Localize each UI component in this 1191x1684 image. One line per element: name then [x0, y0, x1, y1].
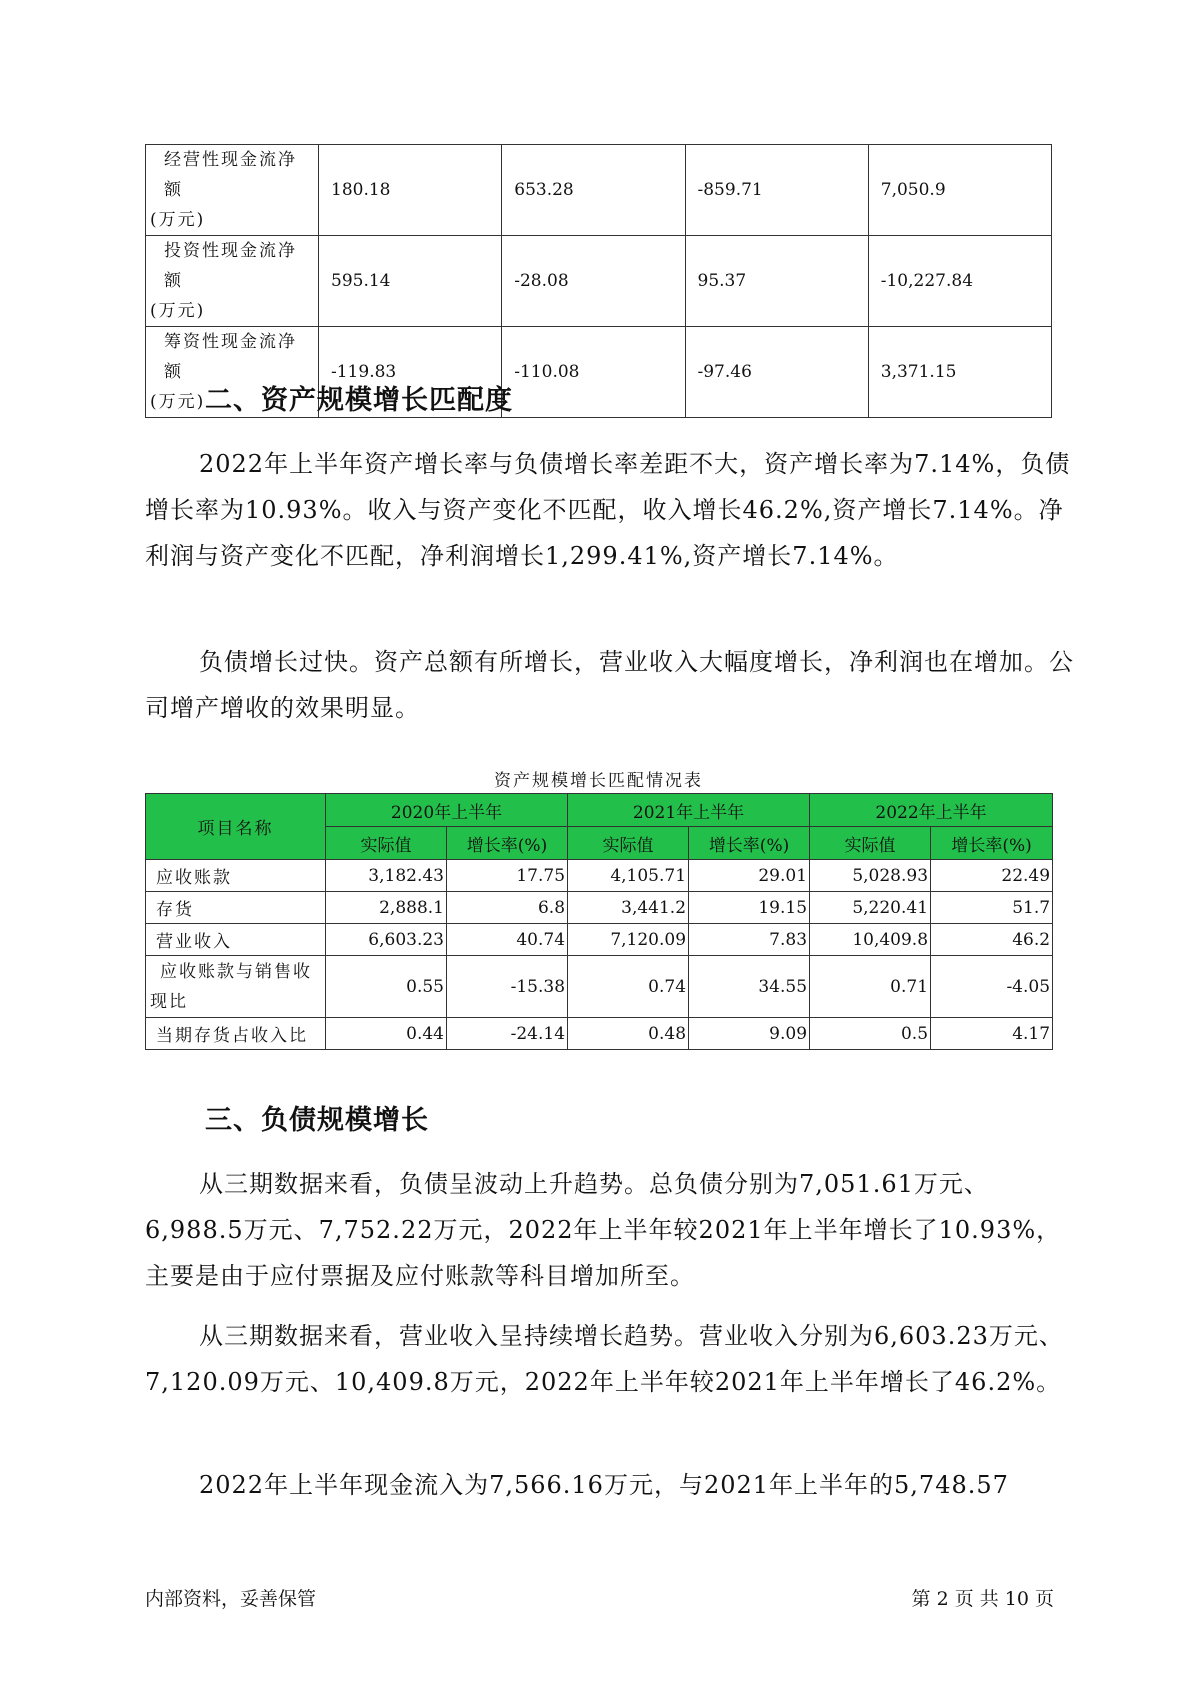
table-row: [146, 236, 1052, 327]
header-growth: 增长率(%): [689, 827, 810, 860]
table-row: [146, 892, 1053, 924]
cell: -4.05: [931, 956, 1053, 1018]
row-name-line1: 应收账款与销售收: [160, 961, 312, 982]
row-label-line2: (万元): [150, 392, 206, 412]
cell: 6.8: [447, 892, 568, 924]
paragraph-text: 从三期数据来看，营业收入呈持续增长趋势。营业收入分别为6,603.23万元、7,120.09万元、10,409.8万元，2022年上半年较2021年上半年增长了46.2%。: [145, 1322, 1064, 1396]
cell: 7,120.09: [568, 924, 689, 956]
cashflow-table: [145, 144, 1052, 418]
cell: -28.08: [502, 236, 685, 327]
cell: 19.15: [689, 892, 810, 924]
cell: -15.38: [447, 956, 568, 1018]
section-heading: 三、负债规模增长: [205, 1105, 429, 1136]
cell: -97.46: [685, 327, 868, 418]
cell: 40.74: [447, 924, 568, 956]
cell: -24.14: [447, 1018, 568, 1050]
cell: 4,105.71: [568, 860, 689, 892]
paragraph: [145, 441, 1075, 579]
cell: 0.44: [326, 1018, 447, 1050]
paragraph: [145, 639, 1075, 731]
paragraph: [145, 1313, 1075, 1405]
cell: 5,028.93: [810, 860, 931, 892]
table-row: [146, 956, 1053, 1018]
paragraph-text: 从三期数据来看，负债呈波动上升趋势。总负债分别为7,051.61万元、6,988.5万元、7,752.22万元，2022年上半年较2021年上半年增长了10.93%，主要是由于应付票据及应付账款等科目增加所至。: [145, 1170, 1062, 1290]
cell: 51.7: [931, 892, 1053, 924]
cell: 9.09: [689, 1018, 810, 1050]
row-label-line2: (万元): [150, 301, 206, 321]
header-actual: 实际值: [568, 827, 689, 860]
row-label-line1: 投资性现金流净额: [164, 241, 297, 291]
cell: -859.71: [685, 145, 868, 236]
cell: 4.17: [931, 1018, 1053, 1050]
cell: 7,050.9: [868, 145, 1051, 236]
table-row: [146, 145, 1052, 236]
cell: 22.49: [931, 860, 1053, 892]
cell: -119.83: [319, 327, 502, 418]
cell: 3,441.2: [568, 892, 689, 924]
cell: 34.55: [689, 956, 810, 1018]
table-row: [146, 924, 1053, 956]
cell: 595.14: [319, 236, 502, 327]
row-name: 营业收入: [146, 924, 326, 956]
header-period: 2021年上半年: [568, 794, 810, 827]
header-period: 2020年上半年: [326, 794, 568, 827]
row-name: 存货: [146, 892, 326, 924]
row-label-line1: 经营性现金流净额: [164, 150, 297, 200]
table-caption: 资产规模增长匹配情况表: [494, 771, 703, 791]
table-row: [146, 860, 1053, 892]
paragraph: [145, 1161, 1075, 1299]
cell: 7.83: [689, 924, 810, 956]
table-header-row: [146, 794, 1053, 827]
row-name: [146, 956, 326, 1018]
section-heading: 二、资产规模增长匹配度: [205, 385, 513, 416]
cell: 29.01: [689, 860, 810, 892]
row-label-line2: (万元): [150, 210, 206, 230]
cell: 10,409.8: [810, 924, 931, 956]
cell: 95.37: [685, 236, 868, 327]
paragraph-text: 2022年上半年现金流入为7,566.16万元，与2021年上半年的5,748.57: [199, 1471, 1009, 1499]
cell: 180.18: [319, 145, 502, 236]
row-label-line1: 筹资性现金流净额: [164, 332, 297, 382]
row-name: 当期存货占收入比: [146, 1018, 326, 1050]
header-actual: 实际值: [326, 827, 447, 860]
cell: -110.08: [502, 327, 685, 418]
cell: 0.71: [810, 956, 931, 1018]
paragraph-text: 负债增长过快。资产总额有所增长，营业收入大幅度增长，净利润也在增加。公司增产增收的效果明显。: [145, 648, 1074, 722]
cell: 0.74: [568, 956, 689, 1018]
header-growth: 增长率(%): [931, 827, 1053, 860]
cell: 5,220.41: [810, 892, 931, 924]
cell: 653.28: [502, 145, 685, 236]
header-period: 2022年上半年: [810, 794, 1053, 827]
cell: 3,371.15: [868, 327, 1051, 418]
cell: 0.48: [568, 1018, 689, 1050]
row-name-line2: 现比: [150, 991, 188, 1012]
header-growth: 增长率(%): [447, 827, 568, 860]
footer-confidential-note: 内部资料，妥善保管: [145, 1588, 317, 1610]
cell: 3,182.43: [326, 860, 447, 892]
cell: 6,603.23: [326, 924, 447, 956]
paragraph: [145, 1462, 1075, 1508]
cell: 46.2: [931, 924, 1053, 956]
cell: -10,227.84: [868, 236, 1051, 327]
header-item-name: 项目名称: [146, 794, 326, 860]
cell: 0.5: [810, 1018, 931, 1050]
cell: 0.55: [326, 956, 447, 1018]
header-actual: 实际值: [810, 827, 931, 860]
row-label: [146, 145, 319, 236]
page-number: 第 2 页 共 10 页: [911, 1588, 1054, 1610]
asset-matching-table: [145, 793, 1053, 1050]
table-row: [146, 1018, 1053, 1050]
row-label: [146, 236, 319, 327]
cell: 2,888.1: [326, 892, 447, 924]
cell: 17.75: [447, 860, 568, 892]
paragraph-text: 2022年上半年资产增长率与负债增长率差距不大，资产增长率为7.14%，负债增长率为10.93%。收入与资产变化不匹配，收入增长46.2%,资产增长7.14%。净利润与资产变化不匹配，净利润增长1,299.41%,资产增长7.14%。: [145, 450, 1071, 570]
row-name: 应收账款: [146, 860, 326, 892]
